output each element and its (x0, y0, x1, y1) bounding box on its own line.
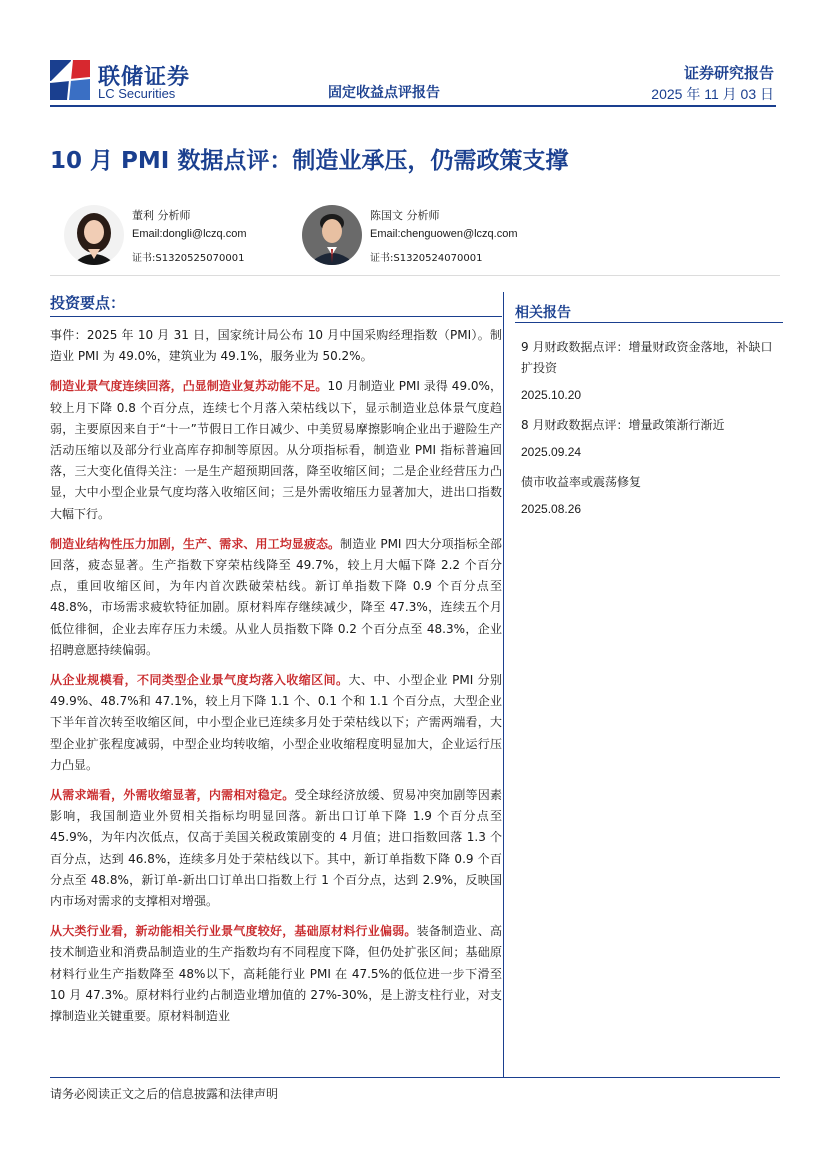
related-report-item[interactable] (515, 415, 783, 460)
header-divider (50, 105, 776, 107)
related-report-item[interactable] (515, 337, 783, 403)
analyst-email[interactable]: Email:dongli@lczq.com (132, 228, 247, 240)
column-divider (503, 292, 504, 1077)
paragraph (50, 534, 502, 661)
analyst-card (64, 205, 264, 269)
analyst-name: 董利 分析师 (132, 209, 191, 222)
analyst-name: 陈国文 分析师 (370, 209, 440, 222)
report-header (0, 0, 826, 110)
logo-english-name: LC Securities (98, 86, 176, 101)
related-report-title[interactable]: 9 月财政数据点评：增量财政资金落地，补缺口扩投资 (521, 340, 773, 375)
paragraph-text: 10 月制造业 PMI 录得 49.0%，较上月下降 0.8 个百分点，连续七个月落入荣枯线以下，显示制造业总体景气度趋弱，主要原因来自于“十一”节假日工作日减少、中美贸易摩擦影响企业出于避险生产活动压缩以及部分行业高库存抑制等原因。从分项指标看，制造业 PMI 指标普遍回落，三大变化值得关注：一是生产超预期回落，降至收缩区间；二是企业经营压力凸显，大中小型企业景气度均落入收缩区间；三是外需收缩压力显著加大，进出口指数大幅下行。 (50, 379, 502, 521)
analyst-certificate: 证书:S1320525070001 (132, 253, 245, 264)
paragraph-text: 装备制造业、高技术制造业和消费品制造业的生产指数均有不同程度下降，但仍处扩张区间；基础原材料行业生产指数降至 48%以下，高耗能行业 PMI 在 47.5%的低位进一步下滑至 10 月 47.3%。原材料行业约占制造业增加值的 27%-30%，是上游支柱行业，对支撑制造业关键重要。原材料制造业 (50, 924, 502, 1024)
report-title: 10 月 PMI 数据点评：制造业承压，仍需政策支撑 (50, 148, 569, 174)
paragraph-text: 事件：2025 年 10 月 31 日，国家统计局公布 10 月中国采购经理指数（PMI）。制造业 PMI 为 49.0%，建筑业为 49.1%，服务业为 50.2%。 (50, 328, 502, 364)
logo-chinese-name: 联储证券 (98, 65, 191, 90)
paragraph-text: 制造业 PMI 四大分项指标全部回落，疲态显著。生产指数下穿荣枯线降至 49.7%，较上月大幅下降 2.2 个百分点，重回收缩区间，为年内首次跌破荣枯线。新订单指数下降 0.9 个百分点至 48.8%，市场需求疲软特征加剧。原材料库存继续减少，降至 47.3%，连续五个月低位徘徊，企业去库存压力未缓。从业人员指数下降 0.2 个百分点至 48.3%，企业招聘意愿持续偏弱。 (50, 536, 502, 657)
paragraph (50, 325, 502, 367)
related-reports (515, 302, 783, 529)
report-date: 2025 年 11 月 03 日 (651, 86, 774, 102)
company-logo (50, 60, 200, 102)
investment-highlights (50, 292, 502, 1036)
section-title: 投资要点： (50, 294, 126, 312)
analyst-certificate: 证书:S1320524070001 (370, 253, 483, 264)
paragraph (50, 376, 502, 524)
related-report-date: 2025.09.24 (521, 445, 582, 459)
analyst-card (302, 205, 532, 269)
related-report-title[interactable]: 债市收益率或震荡修复 (521, 475, 642, 489)
related-report-date: 2025.10.20 (521, 388, 582, 402)
paragraph-lead: 制造业结构性压力加剧，生产、需求、用工均显疲态。 (50, 536, 341, 551)
related-report-title[interactable]: 8 月财政数据点评：增量政策渐行渐近 (521, 418, 725, 432)
analyst-divider (50, 275, 780, 276)
analyst-photo (302, 205, 362, 265)
related-report-item[interactable] (515, 472, 783, 517)
analyst-email[interactable]: Email:chenguowen@lczq.com (370, 228, 518, 240)
lc-logo-icon (50, 60, 90, 100)
sidebar-divider (515, 322, 783, 323)
paragraph-lead: 从企业规模看，不同类型企业景气度均落入收缩区间。 (50, 673, 349, 688)
sidebar-title: 相关报告 (515, 305, 571, 321)
analyst-photo (64, 205, 124, 265)
paragraph (50, 670, 502, 776)
report-type: 固定收益点评报告 (328, 85, 440, 101)
paragraph (50, 921, 502, 1027)
paragraph-text: 大、中、小型企业 PMI 分别 49.9%、48.7%和 47.1%，较上月下降 1.1 个、0.1 个和 1.1 个百分点，大型企业下半年首次转至收缩区间，中小型企业已连续多月处于荣枯线以下；产需两端看，大型企业扩张程度减弱，中型企业均转收缩，小型企业收缩程度明显加大，企业运行压力凸显。 (50, 673, 502, 772)
related-report-date: 2025.08.26 (521, 502, 582, 516)
paragraph-lead: 从需求端看，外需收缩显著，内需相对稳定。 (50, 788, 295, 803)
paragraph (50, 785, 502, 912)
paragraph-lead: 从大类行业看，新动能相关行业景气度较好，基础原材料行业偏弱。 (50, 924, 417, 939)
report-kind: 证券研究报告 (683, 64, 774, 82)
footer-disclaimer: 请务必阅读正文之后的信息披露和法律声明 (50, 1087, 279, 1101)
footer-divider (50, 1077, 780, 1078)
paragraph-lead: 制造业景气度连续回落，凸显制造业复苏动能不足。 (50, 379, 328, 394)
paragraph-text: 受全球经济放缓、贸易冲突加剧等因素影响，我国制造业外贸相关指标均明显回落。新出口订单下降 1.9 个百分点至 45.9%，为年内次低点，仅高于美国关税政策剧变的 4 月值；进口指数回落 1.3 个百分点，达到 46.8%，连续多月处于荣枯线以下。其中，新订单指数下降 0.9 个百分点至 48.8%，新订单-新出口订单出口指数上行 1 个百分点，达到 2.9%，反映国内市场对需求的支撑相对增强。 (50, 788, 502, 909)
section-divider (50, 316, 502, 317)
